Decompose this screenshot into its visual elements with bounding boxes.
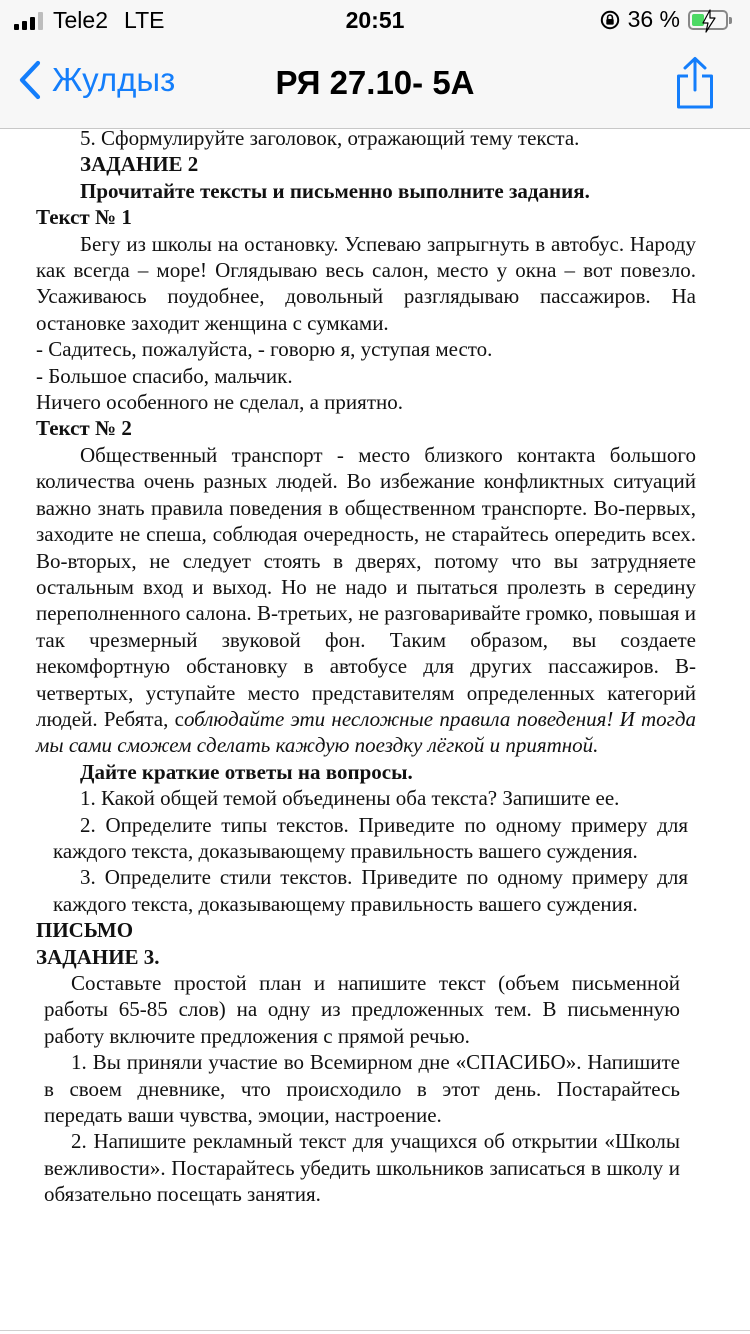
- letter-section: [0, 917, 750, 970]
- navigation-bar: [0, 40, 750, 129]
- share-icon[interactable]: [674, 56, 716, 110]
- carrier-name: Tele2: [53, 7, 108, 33]
- status-bar: [0, 0, 750, 40]
- battery-icon: [688, 10, 728, 30]
- questions-heading: Дайте краткие ответы на вопросы.: [80, 759, 413, 784]
- bottom-divider: [0, 1330, 750, 1331]
- text1-dialogue-1: - Садитесь, пожалуйста, - говорю я, уступая место.: [36, 337, 493, 362]
- document-view[interactable]: [0, 128, 750, 1334]
- text2-paragraph: [36, 442, 696, 759]
- network-type: LTE: [123, 7, 165, 33]
- intro-line: 5. Сформулируйте заголовок, отражающий тему текста.: [80, 128, 580, 150]
- back-label: Жулдыз: [52, 61, 176, 98]
- questions-list: [0, 785, 750, 917]
- task3-paragraph: Составьте простой план и напишите текст (объем письменной работы 65-85 слов) на одну из предложенных тем. В письменную работу включите предложения с прямой речью.: [44, 971, 680, 1048]
- task3-option-2: 2. Напишите рекламный текст для учащихся об открытии «Школы вежливости». Постарайтесь убедить школьников записаться в школу и обязательно посещать занятия.: [44, 1129, 680, 1207]
- task2-instruction: Прочитайте тексты и письменно выполните задания.: [80, 178, 590, 203]
- charging-bolt-icon: [700, 9, 718, 33]
- text2-body: Общественный транспорт - место близкого контакта большого количества очень разных людей. Во избежание конфликтных ситуаций важно знать правила поведения в общественном транспорте. Во-первых, заходите не спеша, соблюдая очередность, не старайтесь опередить всех. Во-вторых, не следует стоять в дверях, потому что вы затрудняете остальным вход и выход. Но не надо и пытаться пролезть в середину переполненного салона. В-третьих, не разговаривайте громко, повышая и так чрезмерный звуковой фон. Таким образом, вы создаете некомфортную обстановку в автобусе для других пассажиров. В-четвертых, уступайте место представителям определенных категорий людей. Ребята, с: [36, 442, 696, 731]
- text2-title: Текст № 2: [36, 416, 132, 441]
- text1-title: Текст № 1: [36, 205, 132, 230]
- orientation-lock-icon: [600, 10, 620, 30]
- question-2: 2. Определите типы текстов. Приведите по одному примеру для каждого текста, доказывающему правильность вашего суждения.: [53, 812, 688, 863]
- task2-heading: ЗАДАНИЕ 2: [80, 152, 199, 177]
- text1-paragraph: Бегу из школы на остановку. Успеваю запрыгнуть в автобус. Народу как всегда – море! Оглядываю весь салон, место у окна – вот повезло. Усаживаюсь поудобнее, довольный разглядываю пассажиров. На остановке заходит женщина с сумками.: [36, 231, 696, 335]
- letter-heading: ПИСЬМО: [36, 918, 134, 943]
- status-right: [600, 6, 728, 33]
- document-title: РЯ 27.10- 5А: [275, 64, 475, 101]
- question-1: 1. Какой общей темой объединены оба текста? Запишите ее.: [80, 786, 620, 811]
- text1-dialogue-2: - Большое спасибо, мальчик.: [36, 363, 293, 388]
- battery-percent: 36 %: [627, 6, 680, 32]
- question-3: 3. Определите стили текстов. Приведите по одному примеру для каждого текста, доказывающему правильность вашего суждения.: [53, 865, 688, 916]
- task3-body: [0, 970, 750, 1208]
- text1-conclusion: Ничего особенного не сделал, а приятно.: [36, 390, 403, 415]
- task3-heading: ЗАДАНИЕ 3.: [36, 944, 160, 969]
- status-time: 20:51: [345, 7, 405, 33]
- battery-cap: [729, 17, 732, 24]
- task2-section: [0, 128, 750, 785]
- task3-option-1: 1. Вы приняли участие во Всемирном дне «СПАСИБО». Напишите в своем дневнике, что происходило в этот день. Постарайтесь передать ваши чувства, эмоции, настроение.: [44, 1050, 680, 1128]
- text2-italic: облюдайте эти несложные правила поведения! И тогда мы сами сможем сделать каждую поездку лёгкой и приятной.: [36, 706, 696, 758]
